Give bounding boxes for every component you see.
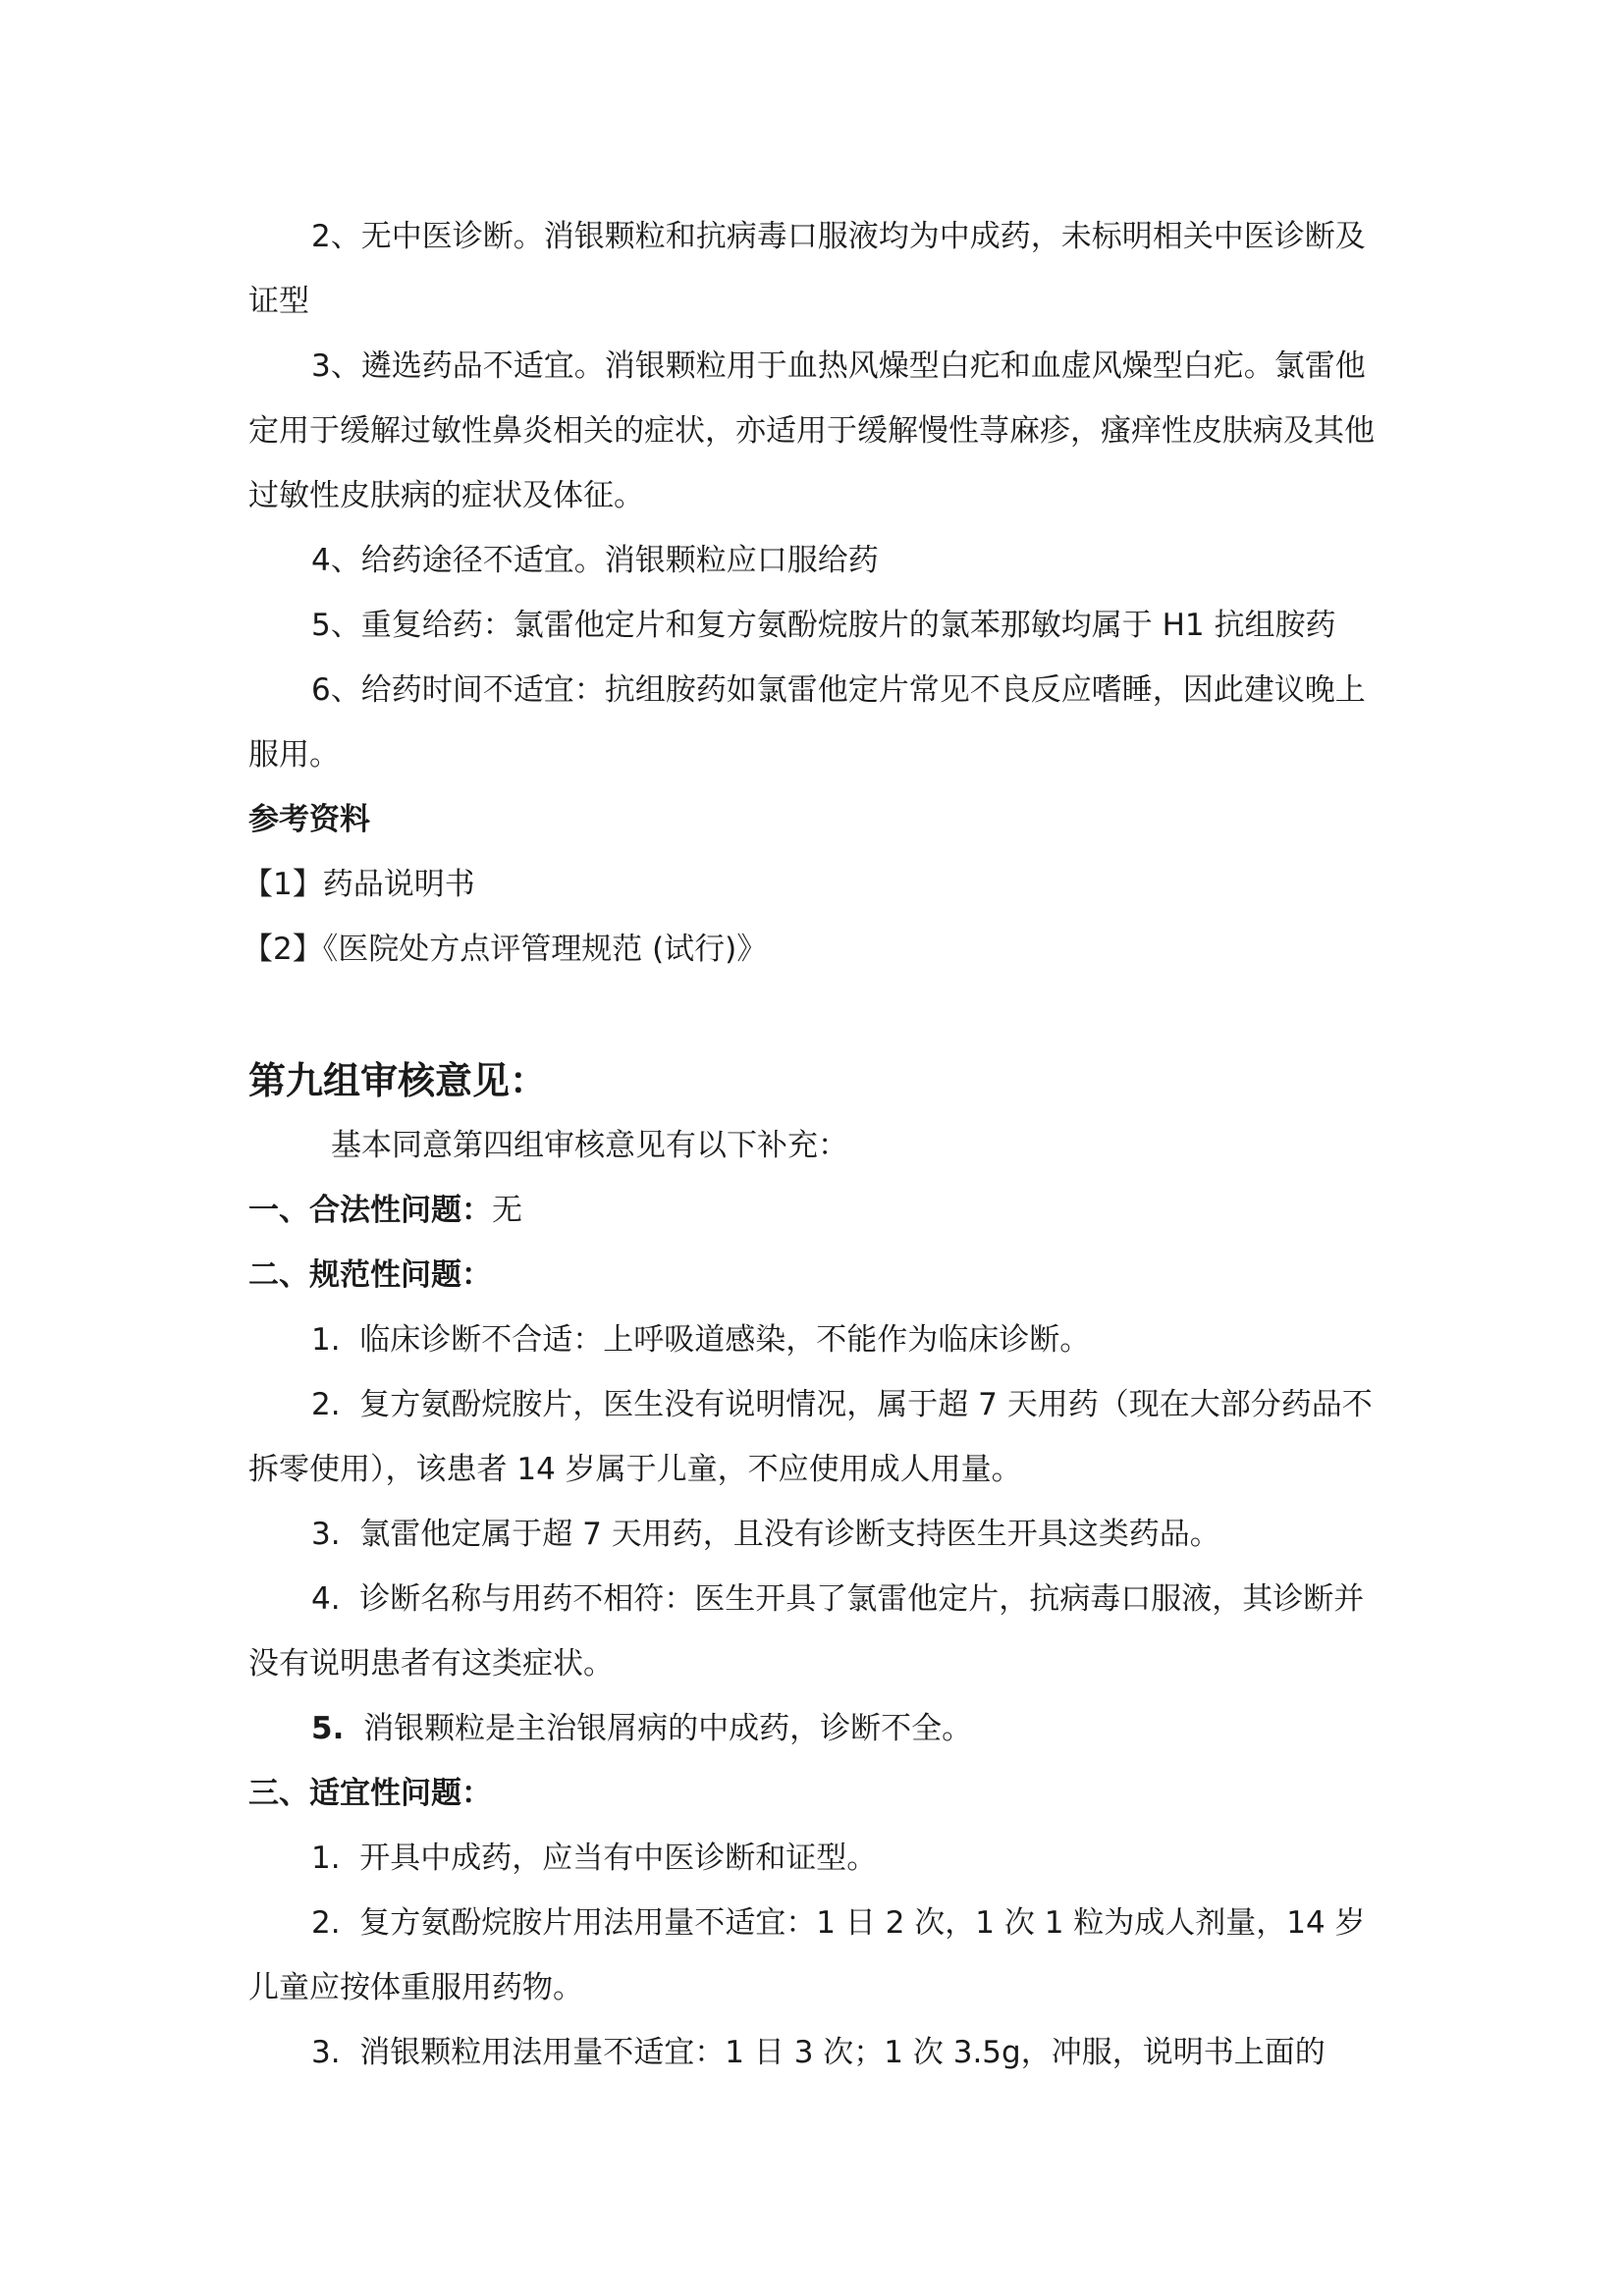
item-5-duplicate: 5、重复给药：氯雷他定片和复方氨酚烷胺片的氯苯那敏均属于 H1 抗组胺药 — [311, 608, 1336, 643]
suitability-label: 三、适宜性问题： — [248, 1776, 492, 1811]
suitability-item-2 — [248, 1891, 1387, 2020]
normative-item-5 — [248, 1696, 1387, 1761]
list-number: 3. — [311, 2035, 341, 2070]
list-text: 氯雷他定属于超 7 天用药，且没有诊断支持医生开具这类药品。 — [359, 1517, 1220, 1552]
normative-item-4 — [248, 1567, 1387, 1696]
list-number: 3. — [311, 1517, 341, 1552]
item-2-no-tcm-diagnosis: 2、无中医诊断。消银颗粒和抗病毒口服液均为中成药，未标明相关中医诊断及证型 — [248, 219, 1366, 319]
list-number: 1. — [311, 1841, 341, 1876]
group9-intro: 基本同意第四组审核意见有以下补充： — [331, 1128, 848, 1163]
list-number: 1. — [311, 1322, 341, 1358]
normative-item-3 — [248, 1502, 1387, 1567]
normative-item-1 — [248, 1308, 1387, 1372]
list-number: 5. — [311, 1711, 345, 1746]
legality-value: 无 — [492, 1193, 522, 1228]
list-text: 诊断名称与用药不相符：医生开具了氯雷他定片，抗病毒口服液，其诊断并没有说明患者有这类症状。 — [248, 1581, 1365, 1682]
reference-2: 【2】《医院处方点评管理规范 (试行)》 — [243, 932, 768, 967]
list-text: 开具中成药，应当有中医诊断和证型。 — [359, 1841, 878, 1876]
references-heading: 参考资料 — [248, 802, 370, 837]
normative-label: 二、规范性问题： — [248, 1257, 492, 1293]
list-number: 4. — [311, 1581, 341, 1617]
item-6-timing: 6、给药时间不适宜：抗组胺药如氯雷他定片常见不良反应嗜睡，因此建议晚上服用。 — [248, 672, 1366, 773]
item-4-route: 4、给药途径不适宜。消银颗粒应口服给药 — [311, 543, 879, 578]
group9-title: 第九组审核意见： — [248, 1059, 548, 1102]
list-text: 消银颗粒是主治银屑病的中成药，诊断不全。 — [363, 1711, 973, 1746]
legality-line — [248, 1178, 1387, 1243]
list-text: 消银颗粒用法用量不适宜：1 日 3 次；1 次 3.5g，冲服，说明书上面的 — [359, 2035, 1326, 2070]
list-number: 2. — [311, 1387, 341, 1422]
item-3-drug-selection: 3、遴选药品不适宜。消银颗粒用于血热风燥型白疕和血虚风燥型白疕。氯雷他定用于缓解过敏性鼻炎相关的症状，亦适用于缓解慢性荨麻疹，瘙痒性皮肤病及其他过敏性皮肤病的症状及体征。 — [248, 348, 1375, 513]
normative-item-2 — [248, 1372, 1387, 1502]
list-text: 临床诊断不合适：上呼吸道感染，不能作为临床诊断。 — [359, 1322, 1091, 1358]
list-number: 2. — [311, 1905, 341, 1941]
list-text: 复方氨酚烷胺片用法用量不适宜：1 日 2 次，1 次 1 粒为成人剂量，14 岁儿童应按体重服用药物。 — [248, 1905, 1366, 2005]
legality-label: 一、合法性问题： — [248, 1193, 492, 1228]
document-page — [243, 204, 1387, 2085]
list-text: 复方氨酚烷胺片，医生没有说明情况，属于超 7 天用药（现在大部分药品不拆零使用），该患者 14 岁属于儿童，不应使用成人用量。 — [248, 1387, 1373, 1487]
suitability-item-1 — [248, 1826, 1387, 1891]
suitability-item-3 — [248, 2020, 1387, 2085]
reference-1: 【1】药品说明书 — [243, 867, 475, 902]
